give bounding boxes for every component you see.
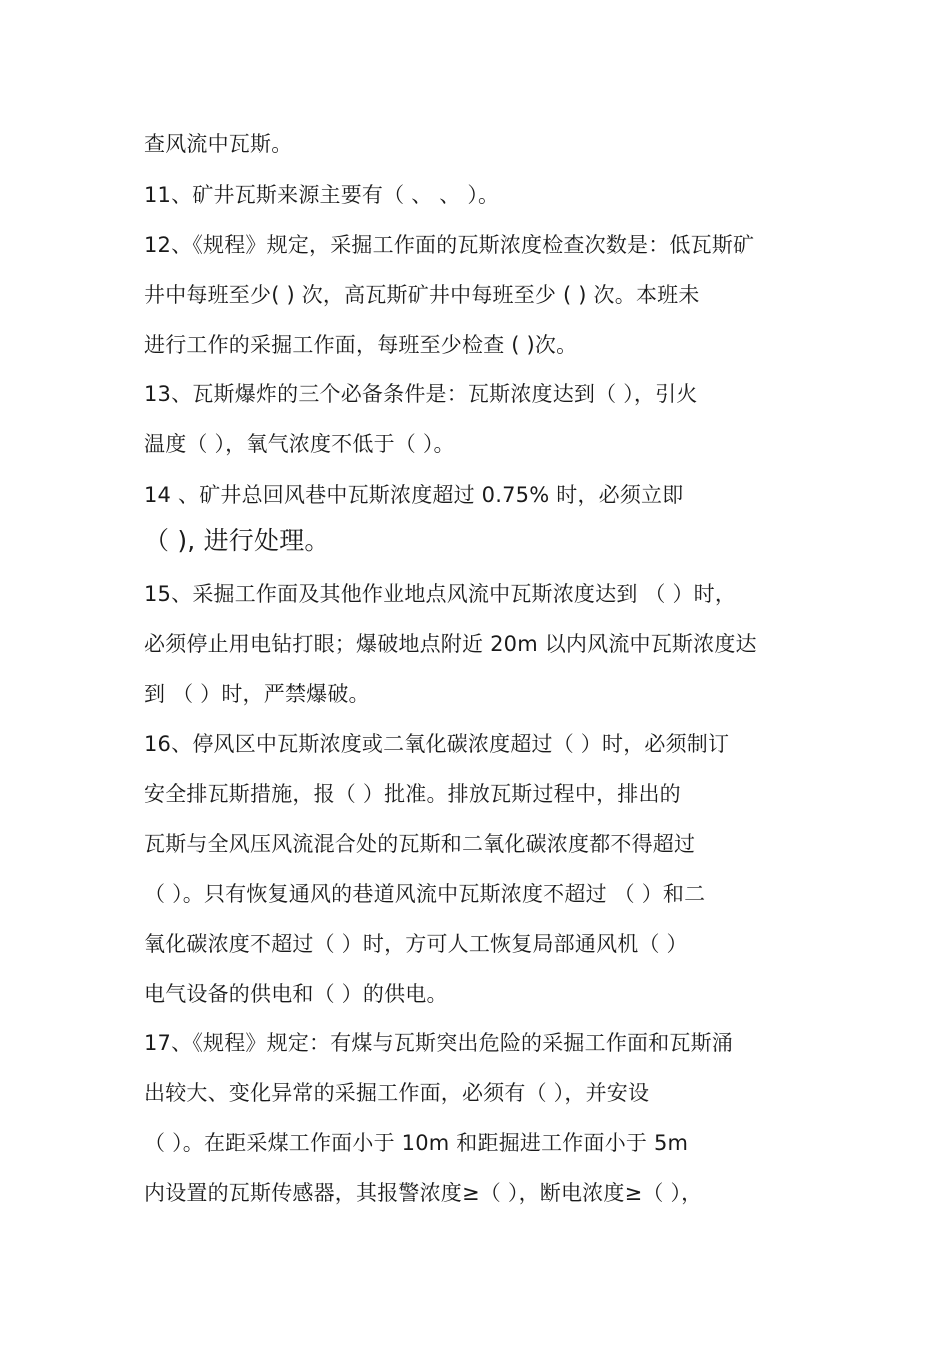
question-17: 17、《规程》规定：有煤与瓦斯突出危险的采掘工作面和瓦斯涌 — [144, 1031, 734, 1055]
text-line: 到 （ ）时，严禁爆破。 — [144, 682, 370, 706]
text-line: 瓦斯与全风压风流混合处的瓦斯和二氧化碳浓度都不得超过 — [144, 832, 696, 856]
text-line: （ ), 进行处理。 — [144, 526, 330, 555]
text-line: 查风流中瓦斯。 — [144, 132, 293, 156]
question-12: 12、《规程》规定，采掘工作面的瓦斯浓度检查次数是：低瓦斯矿 — [144, 233, 755, 257]
text-line: 温度（ ），氧气浓度不低于（ ）。 — [144, 432, 455, 456]
text-line: 安全排瓦斯措施，报（ ）批准。排放瓦斯过程中，排出的 — [144, 782, 681, 806]
question-16: 16、停风区中瓦斯浓度或二氧化碳浓度超过（ ）时，必须制订 — [144, 732, 730, 756]
text-line: （ ）。只有恢复通风的巷道风流中瓦斯浓度不超过 （ ）和二 — [144, 882, 706, 906]
question-15: 15、采掘工作面及其他作业地点风流中瓦斯浓度达到 （ ）时， — [144, 582, 737, 606]
text-line: （ ）。在距采煤工作面小于 10m 和距掘进工作面小于 5m — [144, 1131, 689, 1155]
text-line: 氧化碳浓度不超过（ ）时，方可人工恢复局部通风机（ ） — [144, 932, 688, 956]
question-11: 11、矿井瓦斯来源主要有（ 、 、 ）。 — [144, 183, 500, 207]
text-line: 必须停止用电钻打眼；爆破地点附近 20m 以内风流中瓦斯浓度达 — [144, 632, 757, 656]
text-line: 内设置的瓦斯传感器，其报警浓度≥（ ），断电浓度≥（ ）， — [144, 1181, 703, 1205]
text-line: 电气设备的供电和（ ）的供电。 — [144, 982, 448, 1006]
question-13: 13、瓦斯爆炸的三个必备条件是：瓦斯浓度达到（ ），引火 — [144, 382, 698, 406]
text-line: 出较大、变化异常的采掘工作面，必须有（ ），并安设 — [144, 1081, 650, 1105]
text-line: 进行工作的采掘工作面，每班至少检查 ( )次。 — [144, 333, 578, 357]
text-line: 井中每班至少( ) 次，高瓦斯矿井中每班至少 ( ) 次。本班未 — [144, 283, 700, 307]
question-14: 14 、矿井总回风巷中瓦斯浓度超过 0.75% 时，必须立即 — [144, 483, 684, 507]
